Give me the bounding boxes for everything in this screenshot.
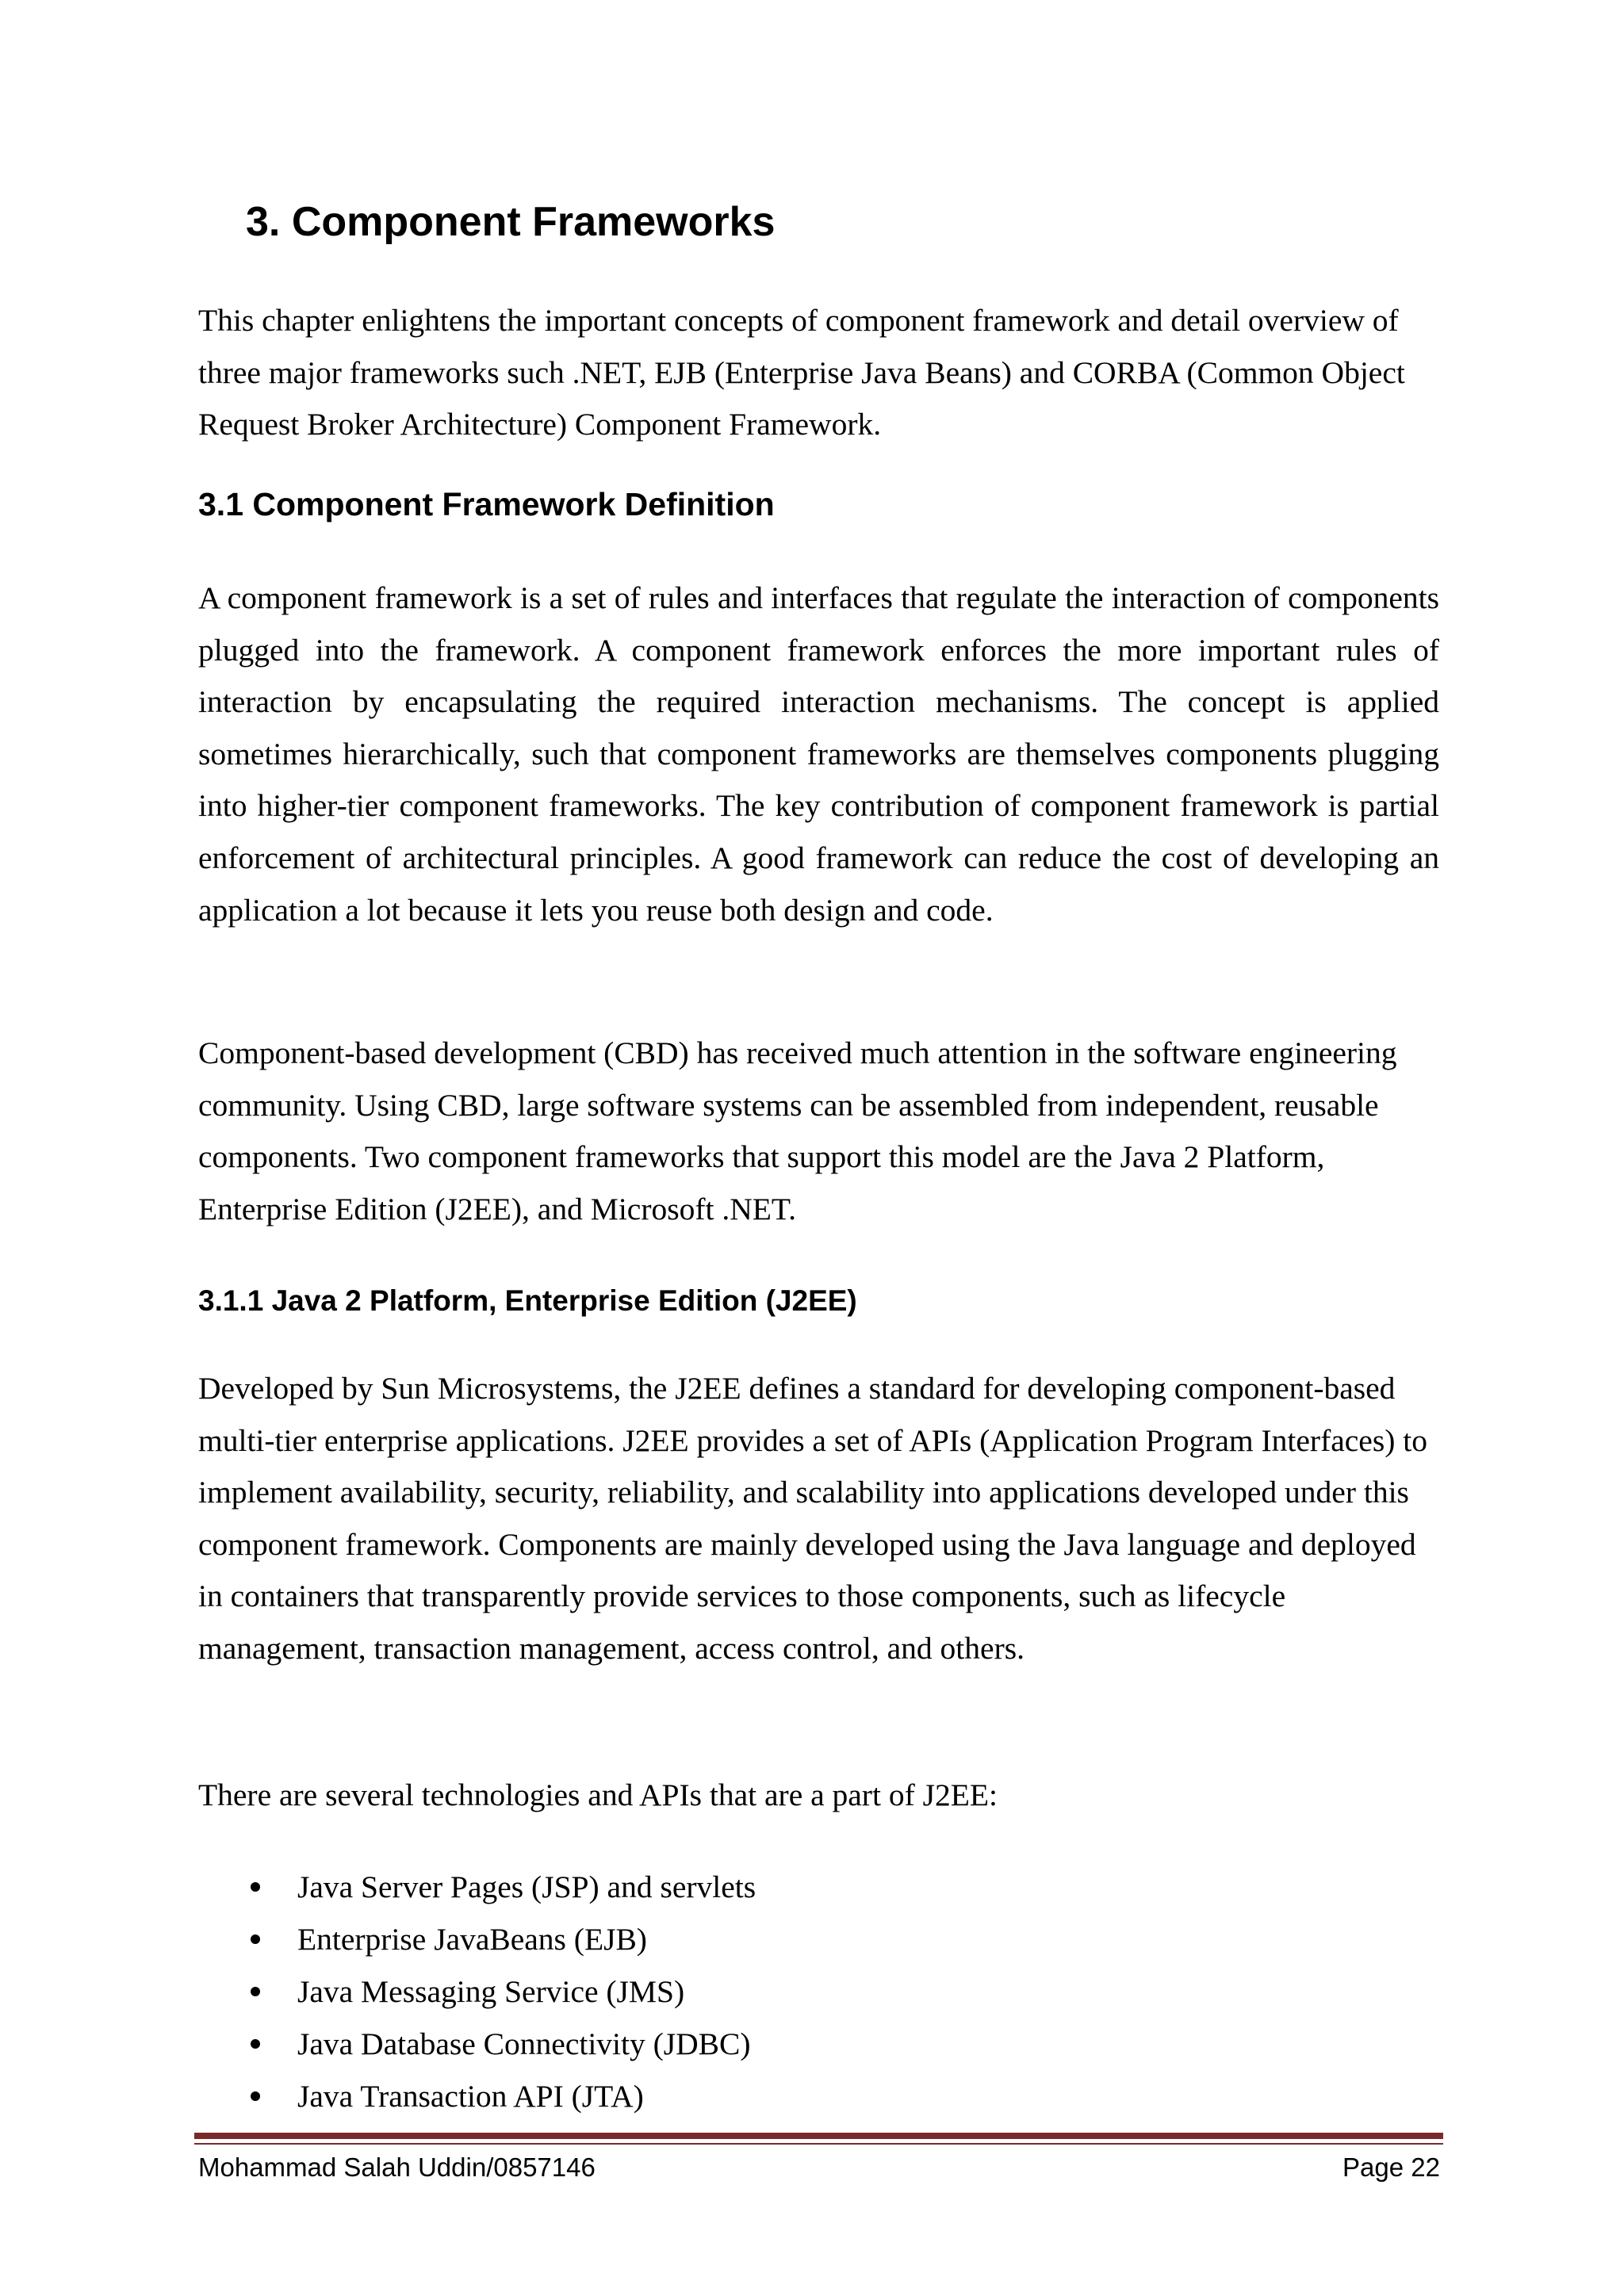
list-item bbox=[198, 1965, 1439, 2018]
list-item bbox=[198, 1913, 1439, 1965]
intro-paragraph: This chapter enlightens the important concepts of component framework and detail overview of three major frameworks such .NET, EJB (Enterprise Java Beans) and CORBA (Common Object Request Broker Architecture) Component Framework. bbox=[198, 303, 1405, 442]
footer-author: Mohammad Salah Uddin/0857146 bbox=[198, 2152, 596, 2182]
definition-paragraph: A component framework is a set of rules and interfaces that regulate the interaction of components plugged into the framework. A component framework enforces the more important rules of interaction by encapsulating the required interaction mechanisms. The concept is applied sometimes hierarchically, such that component frameworks are themselves components plugging into higher-tier component frameworks. The key contribution of component framework is partial enforcement of architectural principles. A good framework can reduce the cost of developing an application a lot because it lets you reuse both design and code. bbox=[198, 580, 1439, 928]
bullet-icon bbox=[251, 1934, 260, 1944]
bullet-icon bbox=[251, 1882, 260, 1892]
bullet-icon bbox=[251, 2091, 260, 2101]
list-item-text: Java Server Pages (JSP) and servlets bbox=[297, 1869, 756, 1904]
technologies-list bbox=[198, 1861, 1439, 2122]
list-item bbox=[198, 1861, 1439, 1913]
list-item bbox=[198, 2018, 1439, 2070]
footer-divider-thin bbox=[194, 2143, 1443, 2145]
list-item-text: Enterprise JavaBeans (EJB) bbox=[297, 1922, 647, 1957]
section-title: 3. Component Frameworks bbox=[246, 199, 776, 245]
list-item-text: Java Messaging Service (JMS) bbox=[297, 1974, 685, 2009]
footer-divider-thick bbox=[194, 2133, 1443, 2139]
bullet-icon bbox=[251, 2039, 260, 2049]
j2ee-paragraph: Developed by Sun Microsystems, the J2EE defines a standard for developing component-based multi-tier enterprise applications. J2EE provides a set of APIs (Application Program Interfaces) to implement availability, security, reliability, and scalability into applications developed under this component framework. Components are mainly developed using the Java language and deployed in containers that transparently provide services to those components, such as lifecycle management, transaction management, access control, and others. bbox=[198, 1371, 1427, 1666]
list-item-text: Java Database Connectivity (JDBC) bbox=[297, 2026, 751, 2061]
subsection-3-1-title: 3.1 Component Framework Definition bbox=[198, 486, 775, 522]
list-item bbox=[198, 2070, 1439, 2122]
technologies-intro: There are several technologies and APIs that are a part of J2EE: bbox=[198, 1777, 998, 1812]
cbd-paragraph: Component-based development (CBD) has received much attention in the software engineering community. Using CBD, large software systems can be assembled from independent, reusable components. Two component frameworks that support this model are the Java 2 Platform, Enterprise Edition (J2EE), and Microsoft .NET. bbox=[198, 1035, 1397, 1226]
subsection-3-1-1-title: 3.1.1 Java 2 Platform, Enterprise Edition (J2EE) bbox=[198, 1284, 857, 1317]
bullet-icon bbox=[251, 1987, 260, 1996]
list-item-text: Java Transaction API (JTA) bbox=[297, 2079, 644, 2114]
footer-page-number: Page 22 bbox=[1342, 2152, 1440, 2182]
